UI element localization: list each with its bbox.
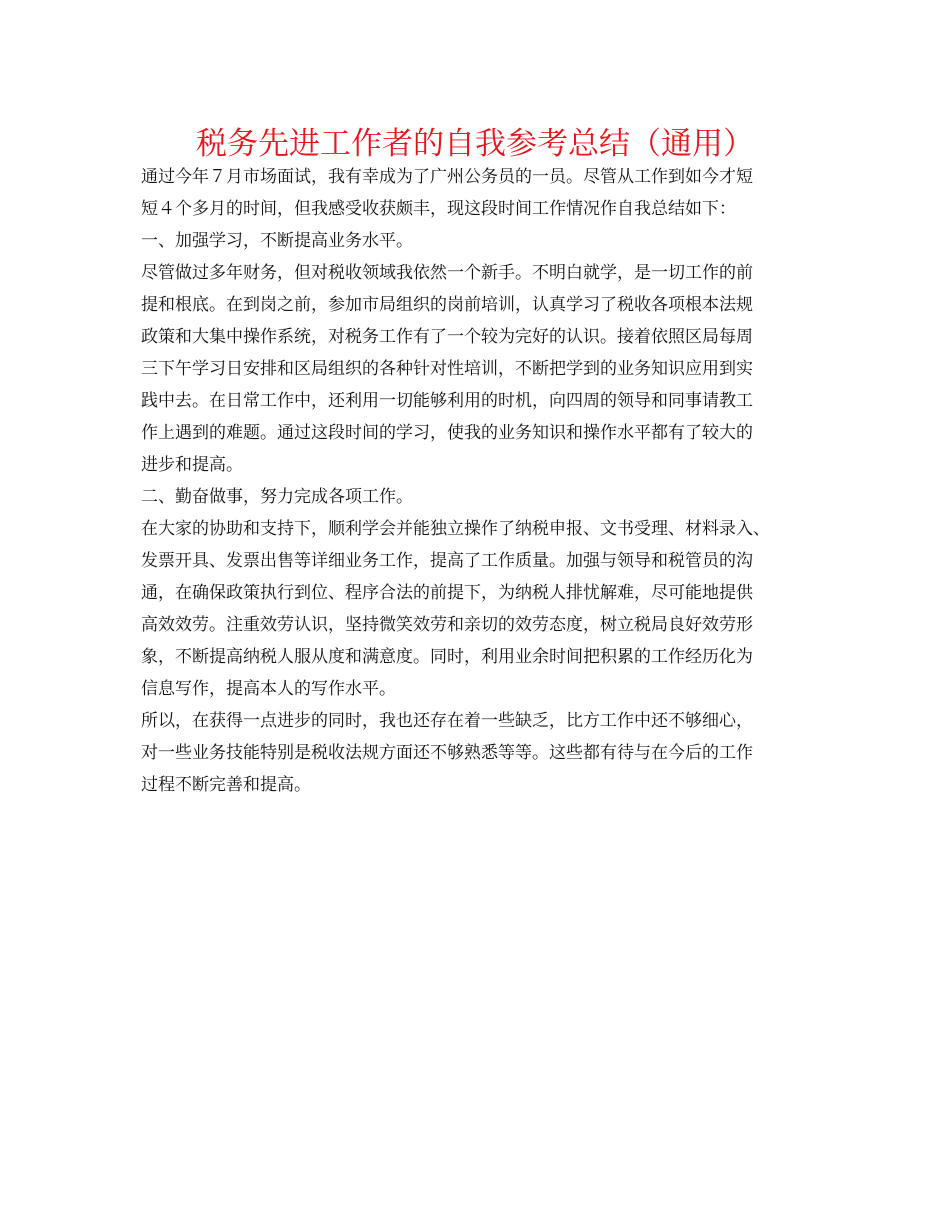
- document-body: [141, 161, 831, 801]
- paragraph-line: 所以，在获得一点进步的同时，我也还存在着一些缺乏，比方工作中还不够细心，: [141, 711, 753, 731]
- paragraph-line: 象，不断提高纳税人服从度和满意度。同时，利用业余时间把积累的工作经历化为: [141, 647, 753, 667]
- paragraph-line: 进步和提高。: [141, 455, 243, 475]
- paragraph-line: 通过今年７月市场面试，我有幸成为了广州公务员的一员。尽管从工作到如今才短: [141, 167, 753, 187]
- document-title: 税务先进工作者的自我参考总结（通用）: [196, 126, 754, 162]
- paragraph-line: 在大家的协助和支持下，顺利学会并能独立操作了纳税申报、文书受理、材料录入、: [141, 519, 770, 539]
- section-heading: 一、加强学习，不断提高业务水平。: [141, 231, 413, 251]
- paragraph-line: 高效效劳。注重效劳认识，坚持微笑效劳和亲切的效劳态度，树立税局良好效劳形: [141, 615, 753, 635]
- paragraph-line: 对一些业务技能特别是税收法规方面还不够熟悉等等。这些都有待与在今后的工作: [141, 743, 753, 763]
- paragraph-line: 政策和大集中操作系统，对税务工作有了一个较为完好的认识。接着依照区局每周: [141, 327, 753, 347]
- paragraph-line: 过程不断完善和提高。: [141, 775, 311, 795]
- section-heading: 二、勤奋做事，努力完成各项工作。: [141, 487, 413, 507]
- paragraph-line: 发票开具、发票出售等详细业务工作，提高了工作质量。加强与领导和税管员的沟: [141, 551, 753, 571]
- paragraph-line: 三下午学习日安排和区局组织的各种针对性培训，不断把学到的业务知识应用到实: [141, 359, 753, 379]
- paragraph-line: 作上遇到的难题。通过这段时间的学习，使我的业务知识和操作水平都有了较大的: [141, 423, 753, 443]
- paragraph-line: 提和根底。在到岗之前，参加市局组织的岗前培训，认真学习了税收各项根本法规: [141, 295, 753, 315]
- paragraph-line: 尽管做过多年财务，但对税收领域我依然一个新手。不明白就学，是一切工作的前: [141, 263, 753, 283]
- paragraph-line: 短４个多月的时间，但我感受收获颇丰，现这段时间工作情况作自我总结如下：: [141, 199, 736, 219]
- paragraph-line: 践中去。在日常工作中，还利用一切能够利用的时机，向四周的领导和同事请教工: [141, 391, 753, 411]
- paragraph-line: 信息写作，提高本人的写作水平。: [141, 679, 396, 699]
- paragraph-line: 通，在确保政策执行到位、程序合法的前提下，为纳税人排忧解难，尽可能地提供: [141, 583, 753, 603]
